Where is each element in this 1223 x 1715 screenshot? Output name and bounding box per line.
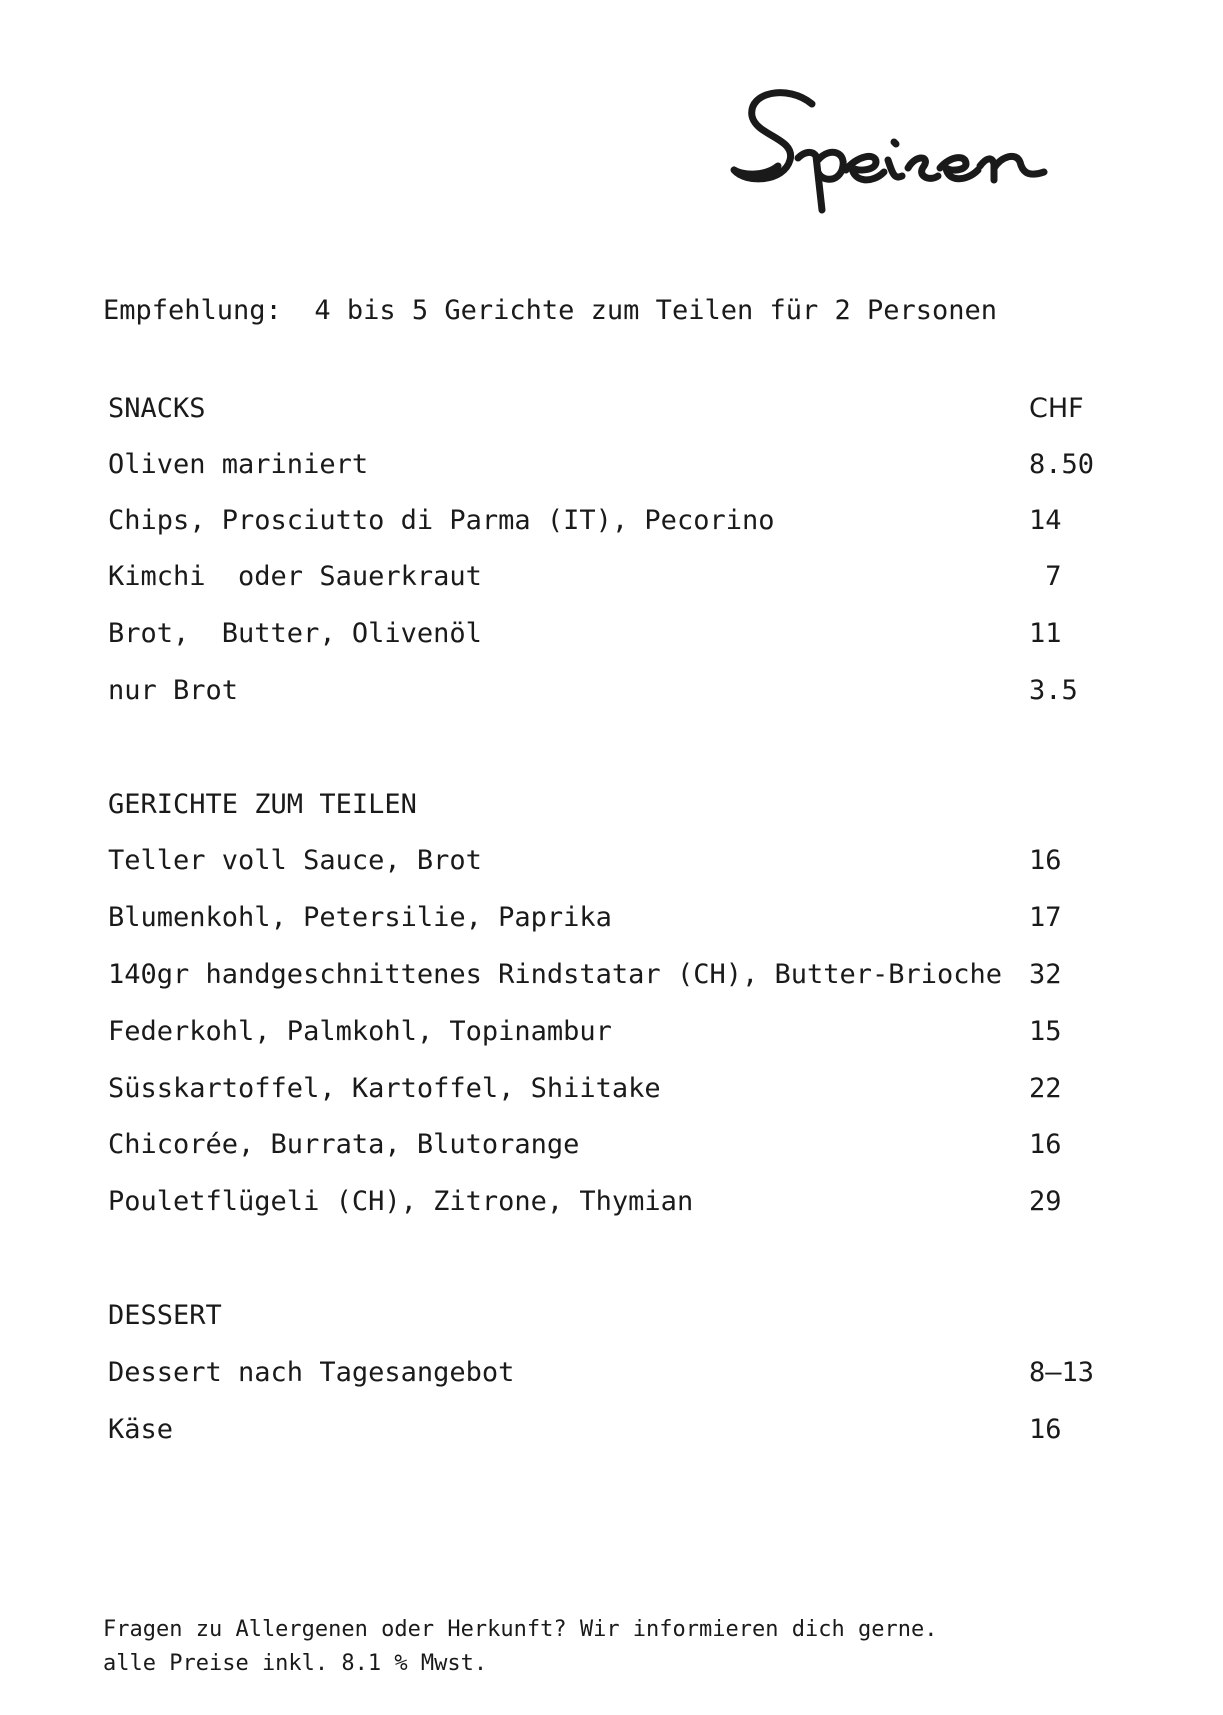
menu-item-name: Pouletflügeli (CH), Zitrone, Thymian xyxy=(108,1186,694,1217)
menu-item-name: Chicorée, Burrata, Blutorange xyxy=(108,1129,580,1160)
menu-item xyxy=(108,1353,1118,1393)
menu-item-name: Kimchi oder Sauerkraut xyxy=(108,561,482,592)
menu-item-price: 15 xyxy=(1029,1016,1062,1047)
menu-item-price: 11 xyxy=(1029,618,1062,649)
menu-item-price: 7 xyxy=(1029,561,1062,592)
menu-item xyxy=(108,614,1118,654)
menu-item xyxy=(108,501,1118,541)
menu-item xyxy=(108,445,1118,485)
vat-info-text: alle Preise inkl. 8.1 % Mwst. xyxy=(103,1651,488,1676)
menu-item-name: nur Brot xyxy=(108,675,239,706)
menu-item-name: Dessert nach Tagesangebot xyxy=(108,1357,515,1388)
menu-item-price: 29 xyxy=(1029,1186,1062,1217)
menu-item-price: 8–13 xyxy=(1029,1357,1095,1388)
section-heading-gerichte: GERICHTE ZUM TEILEN xyxy=(108,789,417,820)
menu-item xyxy=(108,898,1118,938)
menu-item xyxy=(108,1069,1118,1109)
menu-item xyxy=(108,1012,1118,1052)
menu-item xyxy=(108,1182,1118,1222)
menu-item xyxy=(108,955,1118,995)
allergen-info-text: Fragen zu Allergenen oder Herkunft? Wir informieren dich gerne. xyxy=(103,1617,938,1642)
menu-item xyxy=(108,1125,1118,1165)
menu-item-price: 8.50 xyxy=(1029,449,1095,480)
menu-item-name: Teller voll Sauce, Brot xyxy=(108,845,482,876)
menu-item-name: Brot, Butter, Olivenöl xyxy=(108,618,482,649)
menu-item-price: 14 xyxy=(1029,505,1062,536)
menu-item-name: Blumenkohl, Petersilie, Paprika xyxy=(108,902,612,933)
menu-item-price: 16 xyxy=(1029,1129,1062,1160)
page-title xyxy=(726,72,1086,222)
menu-item-name: Chips, Prosciutto di Parma (IT), Pecorino xyxy=(108,505,775,536)
menu-item-name: 140gr handgeschnittenes Rindstatar (CH), Butter-Brioche xyxy=(108,959,1003,990)
menu-item xyxy=(108,671,1118,711)
recommendation-text: Empfehlung: 4 bis 5 Gerichte zum Teilen für 2 Personen xyxy=(103,295,998,326)
menu-item-name: Federkohl, Palmkohl, Topinambur xyxy=(108,1016,612,1047)
menu-item-price: 32 xyxy=(1029,959,1062,990)
menu-item-price: 3.5 xyxy=(1029,675,1078,706)
handwritten-title-lettering xyxy=(726,72,1086,222)
menu-item-price: 16 xyxy=(1029,1414,1062,1445)
menu-item xyxy=(108,1410,1118,1450)
section-heading-snacks: SNACKS xyxy=(108,393,206,424)
currency-label: CHF xyxy=(1029,393,1084,424)
section-heading-dessert: DESSERT xyxy=(108,1300,222,1331)
menu-item-price: 16 xyxy=(1029,845,1062,876)
footer-note xyxy=(103,1613,937,1681)
menu-item-name: Oliven mariniert xyxy=(108,449,369,480)
menu-item-price: 22 xyxy=(1029,1073,1062,1104)
menu-item-price: 17 xyxy=(1029,902,1062,933)
menu-item-name: Süsskartoffel, Kartoffel, Shiitake xyxy=(108,1073,661,1104)
menu-item xyxy=(108,841,1118,881)
menu-item xyxy=(108,557,1118,597)
menu-item-name: Käse xyxy=(108,1414,174,1445)
